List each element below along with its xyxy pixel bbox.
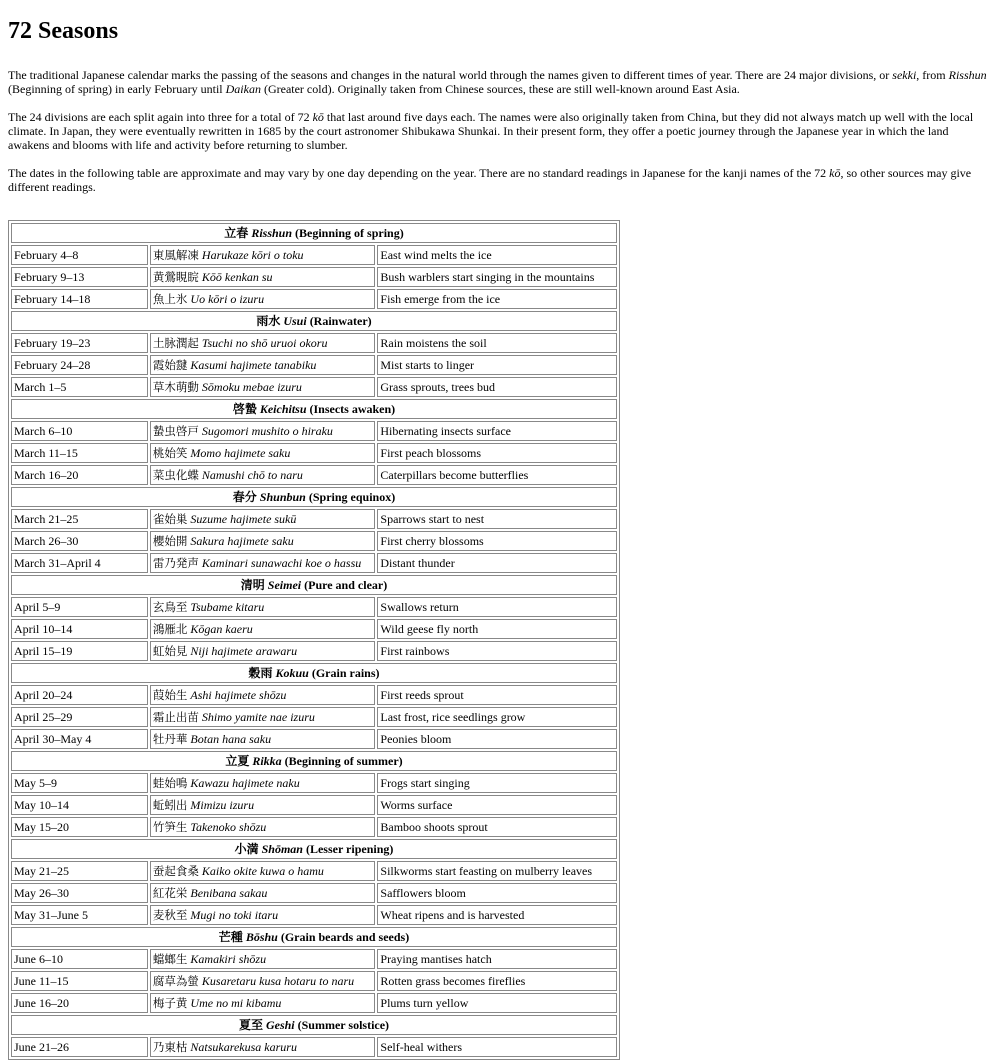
section-english: (Summer solstice)	[297, 1018, 390, 1032]
date-cell: April 30–May 4	[11, 729, 148, 749]
date-cell: March 26–30	[11, 531, 148, 551]
date-cell: February 4–8	[11, 245, 148, 265]
name-cell	[150, 421, 375, 441]
section-header	[11, 399, 617, 419]
ko-romaji: Ume no mi kibamu	[190, 996, 282, 1010]
table-row	[11, 553, 617, 573]
name-cell	[150, 1037, 375, 1057]
ko-romaji: Namushi chō to naru	[201, 468, 303, 482]
meaning-cell: Safflowers bloom	[377, 883, 617, 903]
section-header	[11, 927, 617, 947]
section-header	[11, 751, 617, 771]
ko-kanji: 雀始巣	[152, 512, 188, 526]
section-header-row	[11, 311, 617, 331]
ko-romaji: Uo kōri o izuru	[190, 292, 265, 306]
date-cell: April 15–19	[11, 641, 148, 661]
table-row	[11, 531, 617, 551]
name-cell	[150, 509, 375, 529]
meaning-cell: Wild geese fly north	[377, 619, 617, 639]
date-cell: May 26–30	[11, 883, 148, 903]
intro-paragraph: The 24 divisions are each split again into three for a total of 72 kō that last around five days each. The names were also originally taken from China, but they did not always match up well with the local climate. In Japan, they were eventually rewritten in 1685 by the court astronomer Shibukawa Shunkai. In their present form, they offer a poetic journey through the Japanese year in which the land awakens and blooms with life and activity before returning to slumber.	[8, 110, 974, 152]
date-cell: May 5–9	[11, 773, 148, 793]
ko-kanji: 腐草為螢	[152, 974, 199, 988]
date-cell: May 21–25	[11, 861, 148, 881]
table-row	[11, 685, 617, 705]
table-row	[11, 773, 617, 793]
table-row	[11, 377, 617, 397]
table-row	[11, 707, 617, 727]
section-romaji: Usui	[283, 314, 307, 328]
section-english: (Grain beards and seeds)	[280, 930, 410, 944]
name-cell	[150, 333, 375, 353]
name-cell	[150, 949, 375, 969]
ko-romaji: Suzume hajimete sukū	[190, 512, 297, 526]
ko-romaji: Takenoko shōzu	[190, 820, 267, 834]
section-english: (Rainwater)	[309, 314, 372, 328]
table-row	[11, 817, 617, 837]
ko-romaji: Mugi no toki itaru	[190, 908, 279, 922]
section-header-row	[11, 1015, 617, 1035]
ko-kanji: 虹始見	[152, 644, 188, 658]
ko-romaji: Ashi hajimete shōzu	[190, 688, 287, 702]
ko-kanji: 蟷螂生	[152, 952, 188, 966]
table-row	[11, 245, 617, 265]
section-header	[11, 487, 617, 507]
meaning-cell: Bamboo shoots sprout	[377, 817, 617, 837]
meaning-cell: Praying mantises hatch	[377, 949, 617, 969]
ko-romaji: Sōmoku mebae izuru	[201, 380, 302, 394]
section-kanji: 雨水	[256, 314, 281, 328]
section-header-row	[11, 223, 617, 243]
italic-term: kō	[312, 110, 324, 124]
intro-text	[8, 68, 992, 194]
section-romaji: Seimei	[267, 578, 302, 592]
name-cell	[150, 971, 375, 991]
ko-romaji: Tsuchi no shō uruoi okoru	[201, 336, 328, 350]
date-cell: April 5–9	[11, 597, 148, 617]
section-romaji: Kokuu	[275, 666, 309, 680]
ko-kanji: 蚕起食桑	[152, 864, 199, 878]
ko-romaji: Niji hajimete arawaru	[190, 644, 298, 658]
section-kanji: 啓蟄	[232, 402, 257, 416]
ko-kanji: 紅花栄	[152, 886, 188, 900]
meaning-cell: Sparrows start to nest	[377, 509, 617, 529]
ko-kanji: 黄鶯睍睆	[152, 270, 199, 284]
meaning-cell: First reeds sprout	[377, 685, 617, 705]
date-cell: February 19–23	[11, 333, 148, 353]
ko-kanji: 玄鳥至	[152, 600, 188, 614]
ko-romaji: Benibana sakau	[190, 886, 268, 900]
date-cell: February 24–28	[11, 355, 148, 375]
meaning-cell: First peach blossoms	[377, 443, 617, 463]
date-cell: April 10–14	[11, 619, 148, 639]
name-cell	[150, 861, 375, 881]
section-romaji: Geshi	[265, 1018, 295, 1032]
section-english: (Beginning of spring)	[295, 226, 404, 240]
table-row	[11, 993, 617, 1013]
date-cell: June 6–10	[11, 949, 148, 969]
name-cell	[150, 443, 375, 463]
table-row	[11, 949, 617, 969]
italic-term: Daikan	[225, 82, 261, 96]
ko-kanji: 霜止出苗	[152, 710, 199, 724]
date-cell: February 14–18	[11, 289, 148, 309]
ko-kanji: 蚯蚓出	[152, 798, 188, 812]
table-row	[11, 883, 617, 903]
meaning-cell: Plums turn yellow	[377, 993, 617, 1013]
page	[0, 16, 1000, 1060]
meaning-cell: Hibernating insects surface	[377, 421, 617, 441]
name-cell	[150, 883, 375, 903]
page-title: 72 Seasons	[8, 18, 119, 44]
date-cell: April 20–24	[11, 685, 148, 705]
name-cell	[150, 773, 375, 793]
date-cell: March 11–15	[11, 443, 148, 463]
section-header-row	[11, 663, 617, 683]
section-romaji: Risshun	[251, 226, 293, 240]
name-cell	[150, 707, 375, 727]
italic-term: Risshun	[948, 68, 987, 82]
ko-kanji: 竹笋生	[152, 820, 188, 834]
date-cell: February 9–13	[11, 267, 148, 287]
meaning-cell: Worms surface	[377, 795, 617, 815]
ko-romaji: Momo hajimete saku	[190, 446, 291, 460]
table-row	[11, 619, 617, 639]
name-cell	[150, 685, 375, 705]
ko-romaji: Kamakiri shōzu	[190, 952, 267, 966]
name-cell	[150, 531, 375, 551]
section-header	[11, 223, 617, 243]
ko-kanji: 梅子黄	[152, 996, 188, 1010]
meaning-cell: Grass sprouts, trees bud	[377, 377, 617, 397]
name-cell	[150, 905, 375, 925]
meaning-cell: Rain moistens the soil	[377, 333, 617, 353]
table-row	[11, 443, 617, 463]
meaning-cell: Bush warblers start singing in the mountains	[377, 267, 617, 287]
name-cell	[150, 289, 375, 309]
ko-kanji: 東風解凍	[152, 248, 199, 262]
intro-paragraph: The traditional Japanese calendar marks the passing of the seasons and changes in the natural world through the names given to different times of year. There are 24 major divisions, or sekki, from Risshun (Beginning of spring) in early February until Daikan (Greater cold). Originally taken from Chinese sources, these are still well-known around East Asia.	[8, 68, 987, 96]
section-header	[11, 1015, 617, 1035]
ko-kanji: 霞始靆	[152, 358, 188, 372]
name-cell	[150, 795, 375, 815]
date-cell: March 21–25	[11, 509, 148, 529]
meaning-cell: Wheat ripens and is harvested	[377, 905, 617, 925]
date-cell: March 31–April 4	[11, 553, 148, 573]
ko-romaji: Shimo yamite nae izuru	[201, 710, 315, 724]
section-romaji: Shunbun	[259, 490, 306, 504]
meaning-cell: Silkworms start feasting on mulberry leaves	[377, 861, 617, 881]
date-cell: March 1–5	[11, 377, 148, 397]
meaning-cell: Self-heal withers	[377, 1037, 617, 1057]
ko-romaji: Natsukarekusa karuru	[190, 1040, 297, 1054]
table-row	[11, 333, 617, 353]
intro-paragraph: The dates in the following table are approximate and may vary by one day depending on the year. There are no standard readings in Japanese for the kanji names of the 72 kō, so other sources may give different readings.	[8, 166, 972, 194]
ko-kanji: 草木萌動	[152, 380, 199, 394]
section-romaji: Shōman	[261, 842, 303, 856]
section-kanji: 立夏	[225, 754, 250, 768]
section-header-row	[11, 839, 617, 859]
ko-kanji: 乃東枯	[152, 1040, 188, 1054]
section-header-row	[11, 487, 617, 507]
meaning-cell: Last frost, rice seedlings grow	[377, 707, 617, 727]
section-kanji: 芒種	[218, 930, 243, 944]
section-kanji: 清明	[240, 578, 265, 592]
section-english: (Insects awaken)	[309, 402, 396, 416]
section-english: (Pure and clear)	[304, 578, 388, 592]
table-row	[11, 355, 617, 375]
meaning-cell: Peonies bloom	[377, 729, 617, 749]
section-kanji: 穀雨	[248, 666, 273, 680]
meaning-cell: Fish emerge from the ice	[377, 289, 617, 309]
table-row	[11, 905, 617, 925]
section-kanji: 夏至	[238, 1018, 263, 1032]
ko-romaji: Sugomori mushito o hiraku	[201, 424, 333, 438]
ko-kanji: 牡丹華	[152, 732, 188, 746]
date-cell: May 10–14	[11, 795, 148, 815]
ko-romaji: Mimizu izuru	[190, 798, 255, 812]
meaning-cell: Swallows return	[377, 597, 617, 617]
ko-kanji: 鴻雁北	[152, 622, 188, 636]
section-header	[11, 575, 617, 595]
name-cell	[150, 377, 375, 397]
ko-romaji: Kaiko okite kuwa o hamu	[201, 864, 324, 878]
meaning-cell: Distant thunder	[377, 553, 617, 573]
ko-romaji: Kaminari sunawachi koe o hassu	[201, 556, 362, 570]
ko-romaji: Kōō kenkan su	[201, 270, 273, 284]
table-row	[11, 267, 617, 287]
table-row	[11, 971, 617, 991]
ko-romaji: Kasumi hajimete tanabiku	[190, 358, 317, 372]
meaning-cell: First cherry blossoms	[377, 531, 617, 551]
table-row	[11, 1037, 617, 1057]
table-row	[11, 465, 617, 485]
table-row	[11, 641, 617, 661]
meaning-cell: Caterpillars become butterflies	[377, 465, 617, 485]
section-romaji: Keichitsu	[259, 402, 307, 416]
ko-romaji: Harukaze kōri o toku	[201, 248, 304, 262]
section-header-row	[11, 751, 617, 771]
date-cell: March 16–20	[11, 465, 148, 485]
ko-kanji: 蛙始鳴	[152, 776, 188, 790]
date-cell: June 21–26	[11, 1037, 148, 1057]
italic-term: kō	[829, 166, 841, 180]
section-english: (Lesser ripening)	[305, 842, 394, 856]
section-kanji: 立春	[224, 226, 249, 240]
name-cell	[150, 729, 375, 749]
meaning-cell: Frogs start singing	[377, 773, 617, 793]
section-header-row	[11, 927, 617, 947]
section-romaji: Rikka	[252, 754, 282, 768]
name-cell	[150, 993, 375, 1013]
section-english: (Grain rains)	[311, 666, 380, 680]
ko-romaji: Tsubame kitaru	[190, 600, 265, 614]
date-cell: May 31–June 5	[11, 905, 148, 925]
seasons-table	[8, 220, 620, 1060]
date-cell: June 11–15	[11, 971, 148, 991]
name-cell	[150, 619, 375, 639]
ko-kanji: 土脉潤起	[152, 336, 199, 350]
ko-kanji: 桃始笑	[152, 446, 188, 460]
name-cell	[150, 597, 375, 617]
meaning-cell: First rainbows	[377, 641, 617, 661]
name-cell	[150, 245, 375, 265]
ko-kanji: 雷乃発声	[152, 556, 199, 570]
name-cell	[150, 553, 375, 573]
section-header	[11, 311, 617, 331]
section-kanji: 春分	[232, 490, 257, 504]
ko-kanji: 葭始生	[152, 688, 188, 702]
table-row	[11, 729, 617, 749]
section-header-row	[11, 399, 617, 419]
meaning-cell: East wind melts the ice	[377, 245, 617, 265]
date-cell: May 15–20	[11, 817, 148, 837]
table-row	[11, 861, 617, 881]
table-row	[11, 597, 617, 617]
ko-kanji: 櫻始開	[152, 534, 188, 548]
name-cell	[150, 465, 375, 485]
name-cell	[150, 355, 375, 375]
ko-kanji: 魚上氷	[152, 292, 188, 306]
section-header	[11, 663, 617, 683]
table-row	[11, 289, 617, 309]
ko-kanji: 菜虫化蝶	[152, 468, 199, 482]
date-cell: April 25–29	[11, 707, 148, 727]
ko-kanji: 麦秋至	[152, 908, 188, 922]
ko-romaji: Kawazu hajimete naku	[190, 776, 300, 790]
date-cell: March 6–10	[11, 421, 148, 441]
ko-romaji: Kōgan kaeru	[190, 622, 253, 636]
section-romaji: Bōshu	[245, 930, 278, 944]
meaning-cell: Mist starts to linger	[377, 355, 617, 375]
section-kanji: 小満	[234, 842, 259, 856]
section-english: (Spring equinox)	[308, 490, 396, 504]
meaning-cell: Rotten grass becomes fireflies	[377, 971, 617, 991]
table-row	[11, 509, 617, 529]
section-header	[11, 839, 617, 859]
ko-romaji: Sakura hajimete saku	[190, 534, 294, 548]
date-cell: June 16–20	[11, 993, 148, 1013]
italic-term: sekki	[892, 68, 917, 82]
name-cell	[150, 641, 375, 661]
ko-romaji: Kusaretaru kusa hotaru to naru	[201, 974, 355, 988]
table-row	[11, 795, 617, 815]
section-header-row	[11, 575, 617, 595]
name-cell	[150, 817, 375, 837]
name-cell	[150, 267, 375, 287]
table-row	[11, 421, 617, 441]
ko-romaji: Botan hana saku	[190, 732, 272, 746]
ko-kanji: 蟄虫啓戸	[152, 424, 199, 438]
section-english: (Beginning of summer)	[284, 754, 403, 768]
